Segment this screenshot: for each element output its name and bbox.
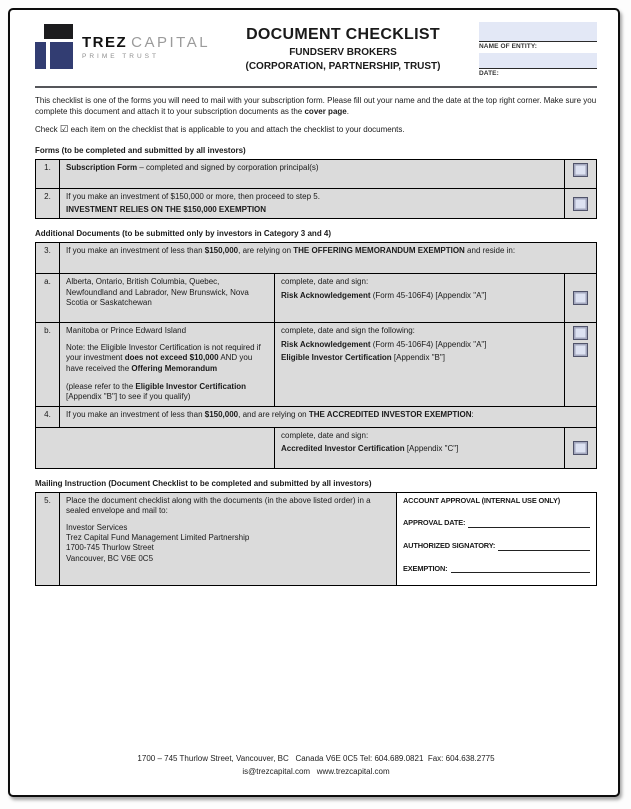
- row-a-instructions: complete, date and sign: Risk Acknowledgement (Form 45-106F4) [Appendix "A"]: [275, 274, 565, 323]
- header-fields: [479, 20, 597, 77]
- forms-table: [35, 159, 597, 220]
- row-a-provinces: Alberta, Ontario, British Columbia, Quebec, Newfoundland and Labrador, New Brunswick, Nova Scotia or Saskatchewan: [60, 274, 275, 323]
- logo-text: [82, 24, 210, 60]
- row-4b-instructions: complete, date and sign: Accredited Investor Certification [Appendix "C"]: [275, 427, 565, 468]
- row-number: 2.: [36, 188, 60, 219]
- row-5-instructions: Place the document checklist along with the documents (in the above listed order) in a sealed envelope and mail to: Investor Services Trez Capital Fund Management Limited Partnership 1700-745 Thurlow Street Vancouver, BC V6E 0C5: [60, 492, 397, 585]
- table-row-4b: [36, 427, 597, 468]
- intro-paragraph-2: Check ☑ each item on the checklist that is applicable to you and attach the checklist to your documents.: [35, 124, 405, 136]
- document-page: [8, 8, 620, 797]
- authorized-signatory-row: AUTHORIZED SIGNATORY:: [403, 541, 590, 551]
- name-of-entity-label: NAME OF ENTITY:: [479, 43, 538, 50]
- forms-section-heading: Forms (to be completed and submitted by all investors): [35, 145, 246, 155]
- trez-logo-mark-icon: [35, 24, 73, 68]
- checkbox-eligible-investor-certification[interactable]: [573, 343, 588, 357]
- mailing-table: [35, 492, 597, 586]
- name-of-entity-input[interactable]: [479, 22, 597, 42]
- header-divider: [35, 86, 597, 88]
- address-line: 1700-745 Thurlow Street: [66, 543, 154, 553]
- address-line: Vancouver, BC V6E 0C5: [66, 553, 154, 563]
- table-row-3: [36, 243, 597, 274]
- date-input[interactable]: [479, 53, 597, 69]
- table-row-a: [36, 274, 597, 323]
- table-row-1: [36, 159, 597, 188]
- row-number: 4.: [36, 406, 60, 427]
- header: [35, 20, 597, 77]
- footer-contacts: is@trezcapital.com www.trezcapital.com: [242, 767, 390, 777]
- mailing-section-heading: Mailing Instruction (Document Checklist to be completed and submitted by all investors): [35, 478, 372, 488]
- row-number: 1.: [36, 159, 60, 188]
- checkbox-150000-exemption[interactable]: [573, 197, 588, 211]
- footer-address: 1700 – 745 Thurlow Street, Vancouver, BC Canada V6E 0C5 Tel: 604.689.0821 Fax: 604.638.2775: [137, 754, 495, 764]
- title-block: [207, 20, 479, 72]
- table-row-b: [36, 323, 597, 406]
- approval-title: ACCOUNT APPROVAL (INTERNAL USE ONLY): [403, 495, 561, 505]
- row-3-description: If you make an investment of less than $150,000, are relying on THE OFFERING MEMORANDUM EXEMPTION and reside in:: [60, 243, 597, 274]
- checkbox-risk-acknowledgement-b[interactable]: [573, 326, 588, 340]
- footer: [35, 753, 597, 795]
- row-b-provinces: Manitoba or Prince Edward Island Note: the Eligible Investor Certification is not required if your investment does not exceed $10,000 AND you have received the Offering Memorandum (please refer to the Eligible Investor Certification [Appendix "B"] to see if you qualify): [60, 323, 275, 406]
- additional-table: [35, 242, 597, 468]
- date-label: DATE:: [479, 70, 499, 77]
- page-subtitle-2: (CORPORATION, PARTNERSHIP, TRUST): [245, 61, 441, 72]
- trez-capital-logo: [35, 20, 211, 68]
- row-1-description: Subscription Form – completed and signed by corporation principal(s): [60, 159, 565, 188]
- table-row-5: [36, 492, 597, 585]
- row-4-description: If you make an investment of less than $150,000, and are relying on THE ACCREDITED INVESTOR EXEMPTION:: [60, 406, 597, 427]
- row-number: b.: [36, 323, 60, 406]
- checkbox-accredited-investor-certification[interactable]: [573, 441, 588, 455]
- row-b-instructions: complete, date and sign the following: Risk Acknowledgement (Form 45-106F4) [Appendix "A"] Eligible Investor Certification [Appendix "B"]: [275, 323, 565, 406]
- row-number: 5.: [36, 492, 60, 585]
- table-row-4: [36, 406, 597, 427]
- address-line: Investor Services: [66, 522, 128, 532]
- brand-name-trez: TREZ: [82, 34, 128, 51]
- approval-date-blank[interactable]: [468, 519, 590, 528]
- approval-date-row: APPROVAL DATE:: [403, 518, 590, 528]
- row-number: a.: [36, 274, 60, 323]
- address-line: Trez Capital Fund Management Limited Partnership: [66, 532, 250, 542]
- intro-paragraph-1: This checklist is one of the forms you will need to mail with your subscription form. Please fill out your name and the date at the top right corner. Make sure you complete this document and attach it to your subscription documents as the cover page.: [35, 96, 597, 116]
- authorized-signatory-blank[interactable]: [498, 542, 590, 551]
- intro-bold-cover-page: cover page: [304, 106, 347, 116]
- additional-section-heading: Additional Documents (to be submitted only by investors in Category 3 and 4): [35, 229, 332, 239]
- row-2-description: If you make an investment of $150,000 or more, then proceed to step 5. INVESTMENT RELIES ON THE $150,000 EXEMPTION: [60, 188, 565, 219]
- row-4b-empty-cell: [36, 427, 275, 468]
- table-row-2: [36, 188, 597, 219]
- row-number: 3.: [36, 243, 60, 274]
- account-approval-box: [397, 492, 597, 585]
- checkbox-subscription-form[interactable]: [573, 163, 588, 177]
- mailing-address: [66, 523, 390, 565]
- brand-tagline: PRIME TRUST: [82, 53, 159, 60]
- page-title: DOCUMENT CHECKLIST: [246, 26, 440, 43]
- checkbox-risk-acknowledgement-a[interactable]: [573, 291, 588, 305]
- exemption-row: EXEMPTION:: [403, 564, 590, 574]
- intro-text: This checklist is one of the forms you will need to mail with your subscription form. Please fill out your name and the date at the top right corner. Make sure you complete this document and attach it to your subscription documents as the: [35, 96, 597, 116]
- brand-name-capital: CAPITAL: [131, 34, 211, 51]
- page-subtitle-1: FUNDSERV BROKERS: [289, 47, 397, 58]
- exemption-blank[interactable]: [451, 564, 591, 573]
- checked-box-icon: ☑: [59, 124, 69, 136]
